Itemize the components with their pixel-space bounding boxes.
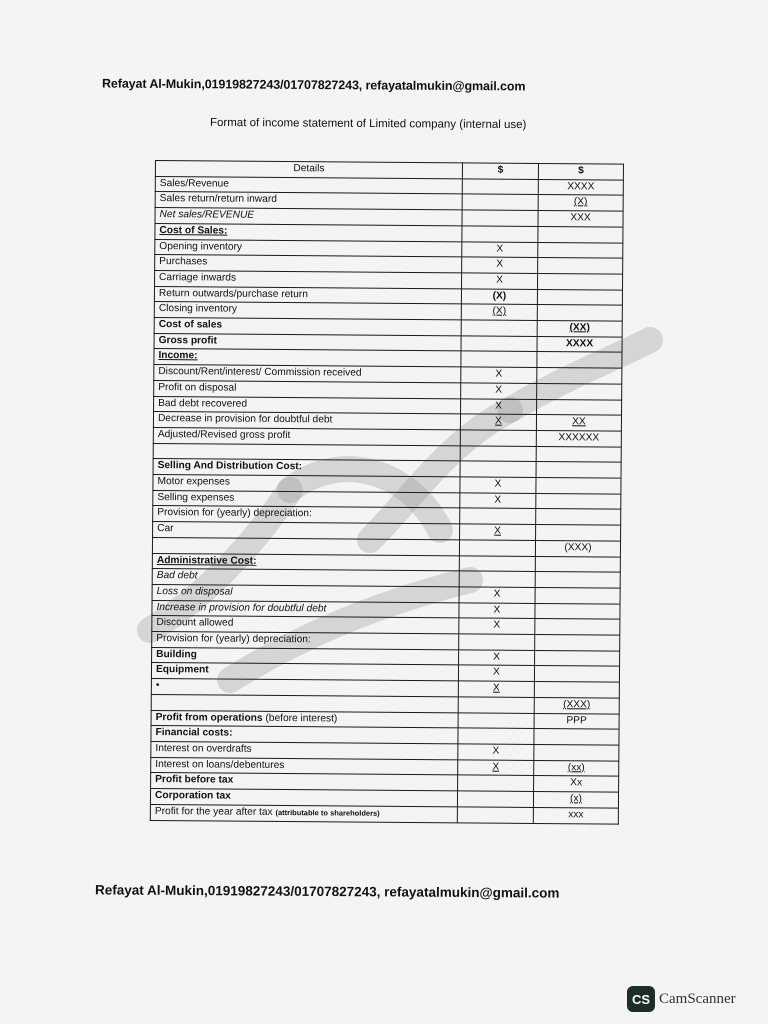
document-title: Format of income statement of Limited company (internal use)	[209, 116, 527, 132]
row-value-col1	[457, 807, 533, 823]
row-value-col1	[461, 320, 537, 336]
row-value-col1	[458, 697, 534, 713]
row-value-col1: X	[460, 493, 536, 509]
row-label: Increase in provision for doubtful debt	[152, 600, 459, 618]
row-value-col2	[538, 258, 623, 274]
income-statement-table-wrapper	[150, 160, 623, 824]
row-label: Profit from operations	[155, 711, 263, 724]
row-label-suffix: (attributable to shareholders)	[275, 807, 380, 818]
row-label: Income:	[154, 349, 461, 367]
row-value-col2	[536, 525, 621, 541]
row-label: Selling And Distribution Cost:	[153, 459, 460, 477]
row-value-col2	[535, 556, 620, 572]
header-col2: $	[538, 164, 623, 180]
row-value-col1: X	[458, 760, 534, 776]
row-value-col1: X	[462, 241, 538, 257]
row-label-wrapper	[151, 710, 458, 728]
row-value-col2	[538, 226, 623, 242]
row-value-col2	[535, 572, 620, 588]
row-value-col2	[536, 493, 621, 509]
row-label: Cost of sales	[154, 318, 461, 336]
row-label: Bad debt	[152, 569, 459, 587]
row-value-col1	[462, 226, 538, 242]
row-label: Profit on disposal	[154, 380, 461, 398]
row-label: Discount/Rent/interest/ Commission received	[154, 365, 461, 383]
row-value-col1: X	[459, 650, 535, 666]
row-value-col2: Xx	[534, 776, 619, 792]
row-value-col2: (XXX)	[534, 697, 619, 713]
row-value-col2	[534, 666, 619, 682]
row-value-col1: X	[459, 603, 535, 619]
header-col1: $	[462, 163, 538, 179]
row-value-col2: (xx)	[534, 760, 619, 776]
row-value-col1	[460, 446, 536, 462]
row-label: Provision for (yearly) depreciation:	[152, 632, 459, 650]
row-value-col1	[459, 555, 535, 571]
row-value-col1: X	[461, 383, 537, 399]
row-value-col1	[458, 775, 534, 791]
camscanner-logo-icon: CS	[627, 986, 655, 1012]
row-value-col2	[534, 729, 619, 745]
row-value-col1	[457, 791, 533, 807]
row-value-col1	[460, 430, 536, 446]
row-label: Profit before tax	[151, 773, 458, 791]
row-label: Closing inventory	[154, 302, 461, 320]
row-value-col2	[537, 383, 622, 399]
row-value-col1: X	[459, 618, 535, 634]
income-statement-table	[150, 160, 624, 824]
row-value-col2: XXXX	[537, 336, 622, 352]
row-value-col1: (X)	[461, 304, 537, 320]
row-value-col2	[537, 305, 622, 321]
header-contact-line: Refayat Al-Mukin,01919827243/01707827243, refayatalmukin@gmail.com	[101, 76, 526, 94]
row-value-col2: XXXX	[538, 179, 623, 195]
row-label: Adjusted/Revised gross profit	[153, 427, 460, 445]
row-value-col1: (X)	[461, 289, 537, 305]
row-label: Car	[153, 522, 460, 540]
row-value-col1	[462, 179, 538, 195]
row-value-col1: X	[458, 681, 534, 697]
row-label: Building	[152, 647, 459, 665]
row-label: Financial costs:	[151, 726, 458, 744]
row-value-col1: X	[461, 398, 537, 414]
row-value-col1	[460, 508, 536, 524]
row-label: Net sales/REVENUE	[155, 208, 462, 226]
row-value-col1: X	[460, 477, 536, 493]
row-value-col2: xxx	[533, 807, 618, 823]
row-label-suffix: (before interest)	[262, 712, 338, 725]
row-value-col2: (x)	[533, 792, 618, 808]
row-value-col1	[461, 336, 537, 352]
row-value-col2	[537, 352, 622, 368]
row-value-col2	[535, 650, 620, 666]
row-label: Sales/Revenue	[155, 176, 462, 194]
row-label: Interest on loans/debentures	[151, 757, 458, 775]
row-label: Provision for (yearly) depreciation:	[153, 506, 460, 524]
row-label: Carriage inwards	[155, 270, 462, 288]
row-value-col2	[535, 587, 620, 603]
row-value-col1: X	[458, 665, 534, 681]
row-label: Purchases	[155, 255, 462, 273]
row-value-col1	[462, 210, 538, 226]
row-label: Discount allowed	[152, 616, 459, 634]
row-label: •	[151, 679, 458, 697]
row-value-col2: PPP	[534, 713, 619, 729]
row-value-col1	[458, 728, 534, 744]
row-value-col2	[536, 446, 621, 462]
row-value-col1: X	[461, 273, 537, 289]
row-value-col2	[537, 399, 622, 415]
row-label: Loss on disposal	[152, 584, 459, 602]
row-value-col1	[460, 461, 536, 477]
row-value-col2	[538, 242, 623, 258]
row-label: Opening inventory	[155, 239, 462, 257]
row-value-col1	[459, 634, 535, 650]
row-value-col2	[535, 619, 620, 635]
camscanner-badge	[627, 986, 736, 1012]
row-value-col2: XXX	[538, 211, 623, 227]
row-value-col1: X	[460, 524, 536, 540]
row-value-col2	[537, 289, 622, 305]
row-value-col2: XX	[536, 415, 621, 431]
row-label: Administrative Cost:	[152, 553, 459, 571]
footer-contact-line: Refayat Al-Mukin,01919827243/01707827243, refayatalmukin@gmail.com	[94, 882, 560, 901]
row-label: Equipment	[151, 663, 458, 681]
row-value-col2	[536, 462, 621, 478]
row-value-col2	[536, 509, 621, 525]
row-label: Gross profit	[154, 333, 461, 351]
row-value-col2	[534, 744, 619, 760]
row-label: Motor expenses	[153, 475, 460, 493]
row-value-col1: X	[458, 744, 534, 760]
row-value-col2: (XXX)	[535, 540, 620, 556]
row-label: Decrease in provision for doubtful debt	[153, 412, 460, 430]
row-value-col2: XXXXXX	[536, 430, 621, 446]
row-value-col2	[535, 635, 620, 651]
row-value-col2: (X)	[538, 195, 623, 211]
row-label-wrapper	[150, 804, 457, 822]
row-value-col2	[534, 682, 619, 698]
row-value-col1	[462, 194, 538, 210]
row-value-col2: (XX)	[537, 321, 622, 337]
row-value-col1: X	[459, 587, 535, 603]
row-label: Selling expenses	[153, 490, 460, 508]
row-value-col2	[535, 603, 620, 619]
row-value-col1	[461, 351, 537, 367]
row-value-col1: X	[462, 257, 538, 273]
row-label: Bad debt recovered	[154, 396, 461, 414]
table-row	[150, 804, 618, 823]
row-value-col2	[537, 368, 622, 384]
row-label: Return outwards/purchase return	[154, 286, 461, 304]
row-label: Interest on overdrafts	[151, 741, 458, 759]
row-value-col1	[459, 571, 535, 587]
row-value-col1	[459, 540, 535, 556]
row-value-col2	[536, 478, 621, 494]
row-value-col1: X	[461, 367, 537, 383]
row-label: Cost of Sales:	[155, 223, 462, 241]
row-value-col1	[458, 712, 534, 728]
row-value-col1: X	[460, 414, 536, 430]
row-label: Sales return/return inward	[155, 192, 462, 210]
row-label: Corporation tax	[150, 789, 457, 807]
camscanner-name: CamScanner	[659, 990, 736, 1007]
row-value-col2	[537, 273, 622, 289]
header-details: Details	[155, 161, 462, 179]
row-label: Profit for the year after tax	[154, 805, 273, 818]
